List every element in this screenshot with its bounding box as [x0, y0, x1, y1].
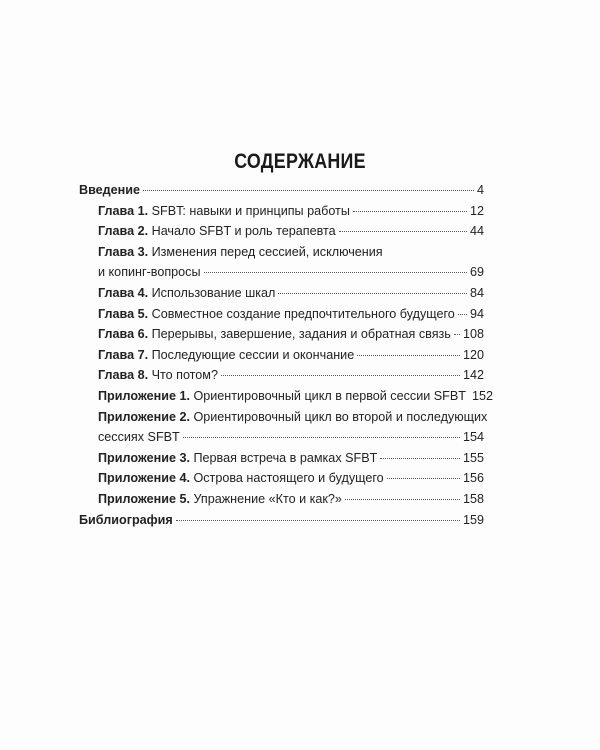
entry-label — [98, 221, 336, 242]
entry-title: Ориентировочный цикл во второй и последующих — [189, 409, 488, 424]
dot-leader — [387, 478, 460, 479]
entry-label — [98, 365, 218, 386]
toc-entry[interactable] — [79, 283, 484, 304]
entry-title: Ориентировочный цикл в первой сессии SFBT — [189, 388, 466, 403]
entry-label — [98, 468, 384, 489]
entry-label — [79, 510, 173, 531]
dot-leader — [454, 334, 460, 335]
entry-number: Глава 2. — [98, 224, 149, 239]
toc-entry[interactable] — [79, 242, 484, 263]
entry-title: Перерывы, завершение, задания и обратная связь — [148, 327, 451, 342]
entry-label — [79, 180, 140, 201]
toc-entry[interactable] — [79, 345, 484, 366]
dot-leader — [353, 211, 467, 212]
page-number: 158 — [462, 491, 484, 506]
entry-number: Приложение 1. — [98, 388, 190, 403]
entry-label — [98, 345, 354, 366]
page-number: 44 — [469, 224, 484, 239]
page-number: 69 — [469, 265, 484, 280]
toc-entry[interactable] — [79, 180, 484, 201]
page-title: СОДЕРЖАНИЕ — [234, 150, 366, 173]
dot-leader — [143, 190, 474, 191]
toc-entry[interactable] — [79, 407, 488, 428]
page-number: 159 — [462, 512, 484, 527]
dot-leader — [380, 458, 460, 459]
entry-label — [98, 324, 451, 345]
toc-entry-continuation[interactable] — [79, 427, 484, 448]
page-number: 120 — [462, 347, 484, 362]
page-number: 142 — [462, 368, 484, 383]
entry-number: Глава 3. — [98, 244, 149, 259]
toc-entry[interactable] — [79, 221, 484, 242]
page-number: 152 — [471, 388, 493, 403]
page-number: 12 — [469, 203, 484, 218]
page-number: 155 — [462, 450, 484, 465]
page-number: 4 — [476, 183, 484, 197]
entry-title: Упражнение «Кто и как?» — [189, 491, 342, 506]
dot-leader — [345, 499, 460, 500]
entry-number: Приложение 5. — [98, 491, 190, 506]
entry-label — [98, 448, 377, 469]
entry-title: Изменения перед сессией, исключения — [148, 244, 383, 259]
entry-label — [98, 407, 487, 428]
dot-leader — [221, 375, 460, 376]
entry-title-continuation: сессиях SFBT — [98, 430, 180, 445]
table-of-contents — [79, 180, 493, 530]
entry-label — [98, 283, 275, 304]
entry-number: Глава 1. — [98, 203, 149, 218]
toc-entry[interactable] — [79, 448, 484, 469]
page-number: 156 — [462, 471, 484, 486]
entry-number: Приложение 4. — [98, 471, 190, 486]
entry-label — [98, 304, 455, 325]
toc-entry[interactable] — [79, 468, 484, 489]
page-number: 84 — [469, 285, 484, 300]
entry-title: Использование шкал — [148, 285, 276, 300]
entry-number: Глава 7. — [98, 347, 149, 362]
entry-title: SFBT: навыки и принципы работы — [148, 203, 350, 218]
dot-leader — [458, 314, 467, 315]
entry-label — [98, 386, 466, 407]
entry-number: Введение — [79, 183, 141, 197]
entry-label — [98, 489, 342, 510]
dot-leader — [339, 231, 467, 232]
toc-entry[interactable] — [79, 304, 484, 325]
toc-entry[interactable] — [79, 201, 484, 222]
entry-number: Приложение 2. — [98, 409, 190, 424]
toc-entry-continuation[interactable] — [79, 262, 484, 283]
entry-number: Библиография — [79, 512, 173, 527]
entry-title-continuation: и копинг-вопросы — [98, 265, 201, 280]
entry-number: Глава 4. — [98, 285, 149, 300]
toc-entry[interactable] — [79, 365, 484, 386]
dot-leader — [278, 293, 467, 294]
page-number: 154 — [462, 430, 484, 445]
entry-label — [98, 201, 350, 222]
toc-entry[interactable] — [79, 324, 484, 345]
entry-number: Приложение 3. — [98, 450, 190, 465]
entry-number: Глава 5. — [98, 306, 149, 321]
dot-leader — [204, 272, 467, 273]
entry-number: Глава 8. — [98, 368, 149, 383]
entry-title: Острова настоящего и будущего — [189, 471, 384, 486]
page-number: 94 — [469, 306, 484, 321]
entry-number: Глава 6. — [98, 327, 149, 342]
entry-title: Последующие сессии и окончание — [148, 347, 355, 362]
toc-entry[interactable] — [79, 489, 484, 510]
entry-title: Совместное создание предпочтительного будущего — [148, 306, 455, 321]
dot-leader — [357, 355, 460, 356]
entry-label — [98, 242, 383, 263]
dot-leader — [176, 520, 460, 521]
dot-leader — [183, 437, 460, 438]
entry-title: Начало SFBT и роль терапевта — [148, 224, 336, 239]
toc-entry[interactable] — [79, 510, 484, 531]
entry-title: Что потом? — [148, 368, 218, 383]
entry-title: Первая встреча в рамках SFBT — [189, 450, 378, 465]
page-number: 108 — [462, 327, 484, 342]
toc-entry[interactable] — [79, 386, 493, 407]
